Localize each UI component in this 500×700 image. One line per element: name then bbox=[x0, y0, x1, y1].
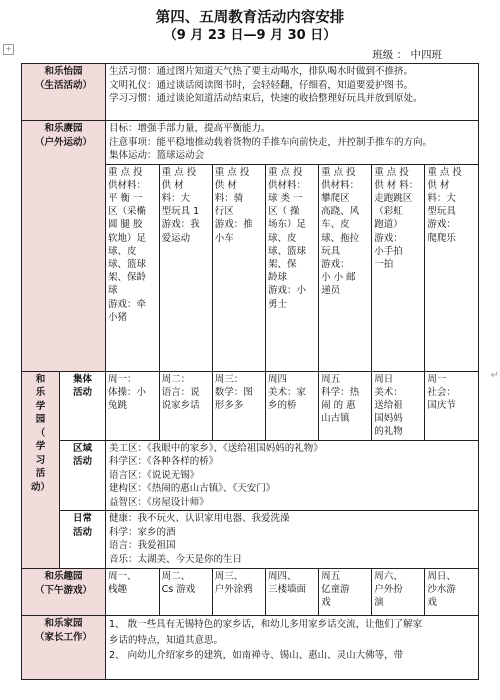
sports-col-line: 场东）足 bbox=[267, 219, 306, 231]
sports-col-line: 重 点 投 bbox=[321, 166, 356, 178]
life-header bbox=[22, 64, 106, 121]
sports-col-6 bbox=[372, 165, 425, 371]
group-col-2 bbox=[159, 372, 212, 440]
sports-col-line: 游戏：小 bbox=[267, 285, 306, 297]
afternoon-col-4 bbox=[265, 569, 318, 615]
home-label-1: 和乐家园 bbox=[44, 618, 83, 630]
row-study-daily bbox=[22, 511, 479, 569]
sports-col-line: 游戏： bbox=[427, 219, 456, 231]
afternoon-col-line: 亿童游 bbox=[321, 584, 350, 596]
group-col-line: 美术： bbox=[374, 386, 403, 398]
sports-col-line: 架、保龄 bbox=[108, 272, 147, 284]
group-col-line: 山古镇 bbox=[321, 413, 350, 425]
afternoon-col-line: 周五 bbox=[321, 571, 341, 583]
sports-col-line: 重 点 投 bbox=[108, 166, 143, 178]
afternoon-header bbox=[22, 569, 106, 616]
sports-col-line: 球、皮 bbox=[108, 245, 137, 257]
group-col-7 bbox=[425, 372, 478, 440]
afternoon-col-line: 周二、 bbox=[161, 571, 191, 583]
study-label-char: 动） bbox=[30, 481, 50, 493]
sports-col-line: 递员 bbox=[321, 285, 341, 297]
home-line: 1、 散一些具有无锡特色的家乡话，和幼儿多用家乡话交流，让他们了解家 bbox=[109, 619, 423, 631]
group-col-line: 形多多 bbox=[214, 399, 244, 411]
daily-line: 科学：家乡的酒 bbox=[109, 526, 176, 538]
sports-col-line: 球、篮球 bbox=[267, 245, 306, 257]
sports-header bbox=[22, 121, 106, 372]
group-col-line: 体操：小 bbox=[108, 386, 147, 398]
sports-note: 注意事项：能平稳地推动载着货物的手推车向前快走，并控制手推车的方向。 bbox=[109, 136, 433, 148]
study-label-char: 学 bbox=[35, 400, 46, 412]
area-line: 美工区：《我眼中的家乡》、《送给祖国妈妈的礼物》 bbox=[109, 442, 323, 454]
sports-col-line: 小手拍 bbox=[374, 245, 403, 257]
sports-col-line: 料：骑 bbox=[214, 192, 244, 204]
sports-col-4 bbox=[265, 165, 318, 371]
page-subtitle: （9 月 23 日—9 月 30 日） bbox=[163, 28, 337, 43]
sports-col-line: 球、拖拉 bbox=[321, 232, 360, 244]
sports-col-line: 车、皮 bbox=[321, 219, 350, 231]
sports-col-line: 重 点 投 bbox=[374, 166, 409, 178]
sports-col-line: 重 点 投 bbox=[427, 166, 462, 178]
group-col-line: 周四 bbox=[267, 373, 287, 385]
sports-col-line: 供 材 bbox=[427, 179, 450, 191]
afternoon-col-3 bbox=[212, 569, 265, 615]
afternoon-col-line: 沙水游 bbox=[427, 584, 456, 596]
life-line: 学习习惯：通过谈论知道活动结束后，快速的收拾整理好玩具并放到原处。 bbox=[109, 93, 423, 104]
sports-col-line: 重 点 投 bbox=[161, 166, 197, 178]
afternoon-col-line: 户外涂鸦 bbox=[214, 584, 253, 596]
home-line: 2、 向幼儿介绍家乡的建筑，如南禅寺、锡山、惠山、灵山大佛等，带 bbox=[109, 650, 404, 662]
study-label-char: 园 bbox=[35, 414, 46, 425]
study-label-char: （ bbox=[35, 427, 46, 439]
sports-col-line: 平 衡 一 bbox=[108, 192, 143, 204]
life-line: 文明礼仪：通过谈话阅读图书时，会轻轻翻，仔细看，知道要爱护图书。 bbox=[109, 79, 414, 91]
study-label-char: 活 bbox=[35, 468, 46, 479]
sports-col-line: 球、皮 bbox=[267, 232, 297, 244]
area-line: 建构区：《热闹的惠山古镇》、《天安门》 bbox=[109, 483, 276, 495]
afternoon-col-line: 周六、 bbox=[374, 571, 403, 583]
group-col-line: 周五 bbox=[321, 373, 341, 385]
sports-col-line: 型玩具 1 bbox=[161, 206, 200, 218]
area-line: 语言区：《说说无锡》 bbox=[109, 469, 200, 481]
sports-col-line: 高跷、风 bbox=[321, 206, 360, 218]
home-label-2: （家长工作） bbox=[35, 631, 93, 643]
group-col-line: 乡的桥 bbox=[267, 399, 297, 411]
row-study-group bbox=[22, 371, 479, 440]
group-col-line: 周一： bbox=[108, 373, 137, 385]
afternoon-label-2: （下午游戏） bbox=[35, 584, 93, 596]
group-col-line: 送给祖 bbox=[374, 399, 403, 411]
afternoon-col-line: 三楼墙面 bbox=[267, 584, 306, 596]
afternoon-col-line: 周四、 bbox=[267, 571, 297, 583]
area-line: 科学区：《各种各样的桥》 bbox=[109, 456, 219, 468]
sports-col-line: 供 材 bbox=[214, 179, 237, 191]
afternoon-col-line: 周一、 bbox=[108, 571, 137, 583]
page-title: 第四、五周教育活动内容安排 bbox=[155, 10, 345, 26]
group-activity-columns bbox=[106, 371, 479, 440]
group-col-line: 说家乡话 bbox=[161, 399, 200, 411]
sports-col-line: 玩具 bbox=[321, 245, 341, 257]
afternoon-col-line: 周三、 bbox=[214, 571, 244, 583]
afternoon-col-line: Cs 游戏 bbox=[161, 584, 196, 596]
sports-col-line: 供材料： bbox=[108, 179, 147, 191]
study-label-char: 习 bbox=[35, 454, 46, 466]
study-header bbox=[22, 371, 60, 569]
sports-col-line: 攀爬区 bbox=[321, 192, 350, 204]
life-label-1: 和乐怡园 bbox=[44, 66, 83, 77]
home-header bbox=[22, 616, 106, 680]
group-col-3 bbox=[212, 372, 265, 440]
sports-col-line: 料：大 bbox=[161, 192, 191, 204]
row-study-area bbox=[22, 440, 479, 511]
sports-col-line: 游戏：我 bbox=[161, 219, 200, 231]
area-label-2: 活动 bbox=[73, 456, 93, 468]
afternoon-inner-table bbox=[106, 569, 478, 615]
home-content bbox=[106, 616, 479, 680]
sports-col-line: 行区 bbox=[214, 206, 234, 218]
sports-col-line: 一拍 bbox=[374, 258, 394, 270]
life-label-2: （生活活动） bbox=[35, 79, 93, 91]
class-label: 班级 ： 中四班 bbox=[372, 49, 442, 61]
sports-col-line: 区（采椭 bbox=[108, 206, 147, 218]
sports-col-line: （彩虹 bbox=[374, 206, 403, 218]
afternoon-col-line: 戏 bbox=[321, 597, 331, 609]
afternoon-col-line: 户外扮 bbox=[374, 584, 403, 596]
sports-col-2 bbox=[159, 165, 212, 371]
study-label-char: 乐 bbox=[35, 387, 46, 398]
sports-col-line: 小猪 bbox=[108, 311, 128, 323]
life-content bbox=[106, 64, 479, 121]
afternoon-label-1: 和乐趣园 bbox=[44, 571, 83, 583]
sports-col-line: 料：大 bbox=[427, 192, 456, 204]
group-col-line: 闹 的 惠 bbox=[321, 399, 356, 411]
area-line: 益智区：《房屋设计师》 bbox=[109, 496, 209, 508]
study-label-char: 学 bbox=[35, 441, 46, 452]
group-col-line: 国庆节 bbox=[427, 399, 456, 411]
group-col-line: 周二： bbox=[161, 373, 191, 385]
sports-col-line: 勇士 bbox=[267, 298, 287, 310]
group-col-line: 周日 bbox=[374, 373, 394, 385]
sports-col-line: 游戏： bbox=[321, 258, 350, 270]
afternoon-col-line: 栈趣 bbox=[108, 584, 128, 596]
sports-col-line: 区（ 操 bbox=[267, 206, 300, 218]
daily-line: 语言：我爱祖国 bbox=[109, 540, 176, 552]
study-label-char: 和 bbox=[35, 373, 46, 385]
group-col-line: 的礼物 bbox=[374, 426, 403, 438]
sports-col-7 bbox=[425, 165, 478, 371]
group-col-line: 数学：图 bbox=[214, 386, 253, 398]
life-line: 生活习惯：通过图片知道天气热了要主动喝水，排队喝水时做到不推挤。 bbox=[109, 66, 414, 77]
area-activity-content bbox=[106, 440, 479, 511]
sports-col-line: 爱运动 bbox=[161, 232, 191, 244]
group-inner-table bbox=[106, 372, 478, 440]
sports-col-line: 跑道） bbox=[374, 219, 403, 231]
sports-col-3 bbox=[212, 165, 265, 371]
sports-group: 集体运动：篮球运动会 bbox=[109, 150, 205, 161]
sports-col-line: 球、篮球 bbox=[108, 258, 147, 270]
area-activity-label bbox=[60, 440, 106, 511]
row-afternoon bbox=[22, 569, 479, 616]
group-col-line: 语言：说 bbox=[161, 386, 200, 398]
sports-info bbox=[106, 121, 479, 165]
row-home bbox=[22, 616, 479, 680]
sports-col-1 bbox=[106, 165, 159, 371]
row-sports-top bbox=[22, 121, 479, 165]
daily-activity-content bbox=[106, 511, 479, 569]
group-col-1 bbox=[106, 372, 159, 440]
sports-col-line: 小 小 邮 bbox=[321, 272, 356, 284]
sports-col-line: 供 材 bbox=[161, 179, 184, 191]
group-activity-label bbox=[60, 371, 106, 440]
sports-col-line: 架、保 bbox=[267, 258, 297, 270]
sports-col-line: 供材料： bbox=[267, 179, 306, 191]
afternoon-col-6 bbox=[372, 569, 425, 615]
group-col-5 bbox=[319, 372, 372, 440]
daily-line: 健康：我不玩火、认识家用电器、我爱洗澡 bbox=[109, 513, 290, 525]
sports-label-1: 和乐赓园 bbox=[44, 123, 83, 134]
sports-col-line: 游戏：牵 bbox=[108, 298, 147, 310]
sports-col-line: 游戏： bbox=[374, 232, 403, 244]
afternoon-col-2 bbox=[159, 569, 212, 615]
table-move-handle-icon[interactable]: + bbox=[3, 44, 14, 55]
group-label-2: 活动 bbox=[73, 387, 93, 398]
daily-activity-label bbox=[60, 511, 106, 569]
schedule-table bbox=[21, 63, 479, 680]
afternoon-columns bbox=[106, 569, 479, 616]
sports-col-5 bbox=[319, 165, 372, 371]
home-line: 乡话的特点，知道其意思。 bbox=[109, 634, 224, 646]
row-life bbox=[22, 64, 479, 121]
sports-label-2: （户外运动） bbox=[35, 136, 93, 148]
sports-col-line: 小车 bbox=[214, 232, 234, 244]
sports-col-line: 走跑跳区 bbox=[374, 192, 413, 204]
sports-col-line: 重 点 投 bbox=[214, 166, 250, 178]
group-col-line: 国妈妈 bbox=[374, 413, 403, 425]
afternoon-col-line: 戏 bbox=[427, 597, 437, 609]
afternoon-col-line: 周日、 bbox=[427, 571, 456, 583]
group-col-line: 周一 bbox=[427, 373, 447, 385]
afternoon-col-1 bbox=[106, 569, 159, 615]
afternoon-col-5 bbox=[319, 569, 372, 615]
group-label-1: 集体 bbox=[73, 373, 93, 385]
sports-col-line: 龄球 bbox=[267, 272, 287, 284]
group-col-line: 美术：家 bbox=[267, 386, 306, 398]
area-label-1: 区域 bbox=[73, 442, 93, 454]
group-col-line: 社会： bbox=[427, 386, 456, 398]
daily-label-1: 日常 bbox=[73, 513, 93, 525]
sports-col-line: 供材料： bbox=[321, 179, 360, 191]
sports-goal: 目标：增强手部力量，提高平衡能力。 bbox=[109, 123, 271, 134]
sports-col-line: 球 类 一 bbox=[267, 192, 303, 204]
sports-col-line: 圆 腿 胶 bbox=[108, 219, 143, 231]
afternoon-col-line: 演 bbox=[374, 597, 384, 609]
sports-inner-table bbox=[106, 165, 478, 371]
sports-col-line: 球 bbox=[108, 285, 118, 297]
group-col-line: 兔跳 bbox=[108, 399, 128, 411]
sports-columns bbox=[106, 164, 479, 371]
group-col-line: 科学：热 bbox=[321, 386, 360, 398]
afternoon-col-7 bbox=[425, 569, 478, 615]
sports-col-line: 爬爬乐 bbox=[427, 232, 456, 244]
paragraph-mark-icon: ↵ bbox=[490, 370, 499, 381]
sports-col-line: 重 点 投 bbox=[267, 166, 303, 178]
daily-line: 音乐：太湖美、今天是你的生日 bbox=[109, 553, 243, 565]
sports-col-line: 游戏：推 bbox=[214, 219, 253, 231]
group-col-6 bbox=[372, 372, 425, 440]
group-col-line: 周三： bbox=[214, 373, 244, 385]
sports-col-line: 供 材 料： bbox=[374, 179, 419, 191]
group-col-4 bbox=[265, 372, 318, 440]
daily-label-2: 活动 bbox=[73, 526, 93, 538]
sports-col-line: 型玩具 bbox=[427, 206, 456, 218]
sports-col-line: 软地）足 bbox=[108, 232, 147, 244]
